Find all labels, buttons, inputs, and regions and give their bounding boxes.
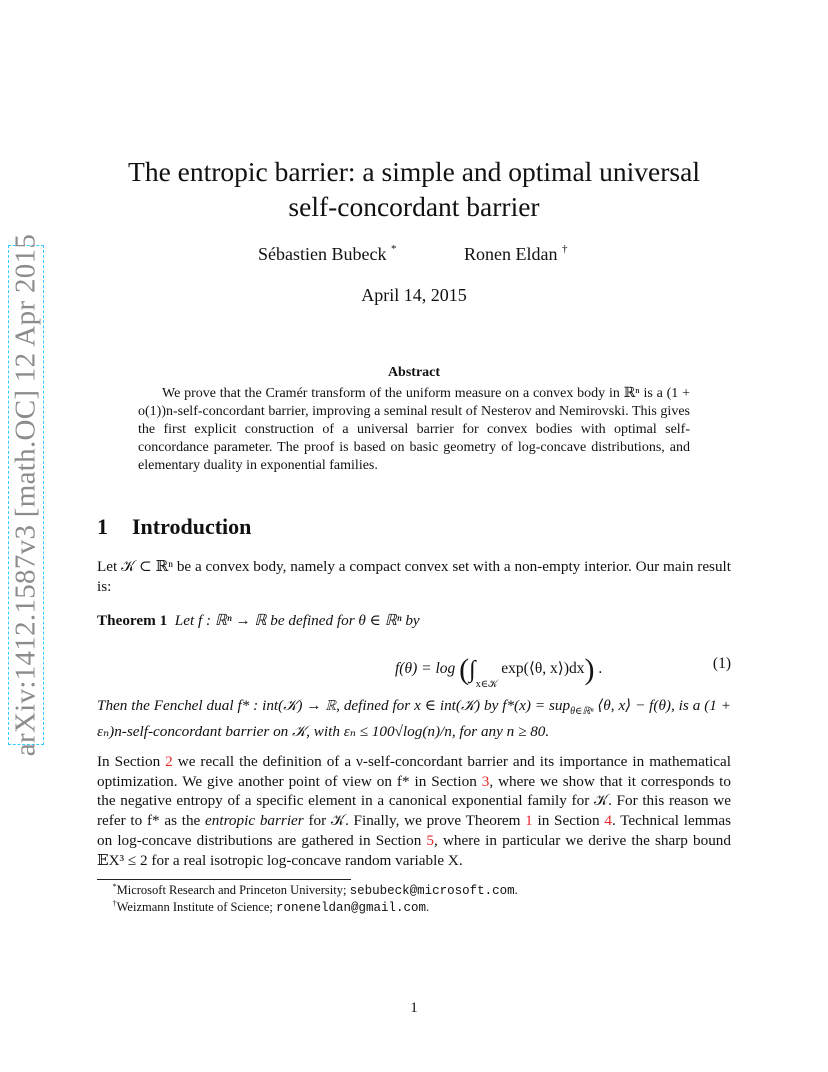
section-4-link[interactable]: 4 [604,812,612,830]
abstract-text: We prove that the Cramér transform of the uniform measure on a convex body in ℝⁿ is a (1 + o(1))n-self-concordant barrier, improving a seminal result of Nesterov and Nemirovski. This gives the first explicit construction of a universal barrier for convex bodies with optimal self-concordance parameter. The proof is based on basic geometry of log-concave distributions, and elementary duality in exponential families. [138,386,690,473]
author-2-footnote-mark[interactable]: † [561,243,568,255]
text-span: we recall the definition of a ν-self-concordant barrier and its importance in mathematical optimization. We give another point of view on f* in Section [97,753,731,790]
author-1-name: Sébastien Bubeck [258,244,387,264]
equation-lhs: f(θ) = log [395,660,456,677]
sup-subscript: θ∈ℝⁿ [570,706,594,718]
footnote-2-end: . [426,900,430,914]
section-title: Introduction [132,514,252,539]
section-number: 1 [97,514,108,539]
theorem-1 [97,611,731,631]
paper-date: April 14, 2015 [361,285,467,305]
footnote-1-email[interactable]: sebubeck@microsoft.com [349,884,515,898]
theorem-1-link[interactable]: 1 [525,812,533,830]
footnote-2-text: Weizmann Institute of Science; [116,900,276,914]
conclusion-part-1: Then the Fenchel dual f* : int(𝒦) → ℝ, defined for x ∈ int(𝒦) by f*(x) = sup [97,697,571,714]
author-2-name: Ronen Eldan [464,244,558,264]
theorem-conclusion [97,696,731,741]
intro-paragraph: Let 𝒦 ⊂ ℝⁿ be a convex body, namely a compact convex set with a non-empty interior. Our main result is: [97,558,731,595]
sections-paragraph [97,752,731,870]
text-span: for 𝒦. Finally, we prove Theorem [303,812,526,830]
paper-title [60,154,768,224]
equation-expression: $f(\theta) = \log (\int_{x\in 𝒦}$ exp(⟨θ, x⟩)dx) . [395,653,603,690]
section-3-link[interactable]: 3 [481,772,490,790]
footnote-2-email[interactable]: roneneldan@gmail.com [275,901,427,915]
abstract-heading: Abstract [387,365,441,380]
arxiv-sidebar[interactable] [8,233,44,757]
equation-integrand: exp(⟨θ, x⟩)dx [501,660,585,677]
text-span: In Section [97,753,166,770]
text-span: in Section [532,812,605,830]
emphasis-entropic-barrier: entropic barrier [205,812,304,830]
right-paren: ) [584,653,595,686]
integral-sign: ∫ [469,657,476,683]
theorem-statement: Let f : ℝⁿ → ℝ be defined for θ ∈ ℝⁿ by [174,612,420,629]
equation-1 [97,645,731,690]
section-2-link[interactable]: 2 [165,753,173,770]
section-heading [97,514,251,540]
conclusion-part-2: ⟨θ, x⟩ − f(θ), is a (1 + εₙ)n-self-concordant barrier on 𝒦, with εₙ ≤ 100√log(n)/n, for any n ≥ 80. [97,697,731,740]
author-1-footnote-mark[interactable]: * [390,243,397,255]
title-line-2: self-concordant barrier [288,191,540,222]
theorem-label: Theorem 1 [97,612,168,629]
section-5-link[interactable]: 5 [426,831,435,849]
left-paren: ( [459,653,470,686]
author-1 [258,243,396,265]
footnote-divider [97,879,351,880]
page-number: 1 [410,1000,418,1016]
footnote-1 [97,882,518,898]
text-span: , where in particular we derive the sharp bound 𝔼X³ ≤ 2 for a real isotropic log-concave random variable X. [97,831,731,869]
footnote-2-mark: † [112,899,117,908]
footnote-1-end: . [514,883,518,897]
equation-number: (1) [712,655,731,672]
arxiv-identifier[interactable]: arXiv:1412.1587v3 [math.OC] 12 Apr 2015 [9,233,42,757]
text-span: , where we show that it corresponds to the negative entropy of a specific element in a canonical exponential family for 𝒦. For this reason we refer to f* as the [97,772,731,830]
author-2 [464,243,567,265]
footnote-2 [97,899,429,915]
integral-subscript: x∈𝒦 [475,679,498,690]
footnote-1-mark: * [112,882,117,891]
footnote-1-text: Microsoft Research and Princeton University; [116,883,350,897]
title-line-1: The entropic barrier: a simple and optimal universal [128,156,700,187]
text-span: . Technical lemmas on log-concave distributions are gathered in Section [97,812,731,849]
